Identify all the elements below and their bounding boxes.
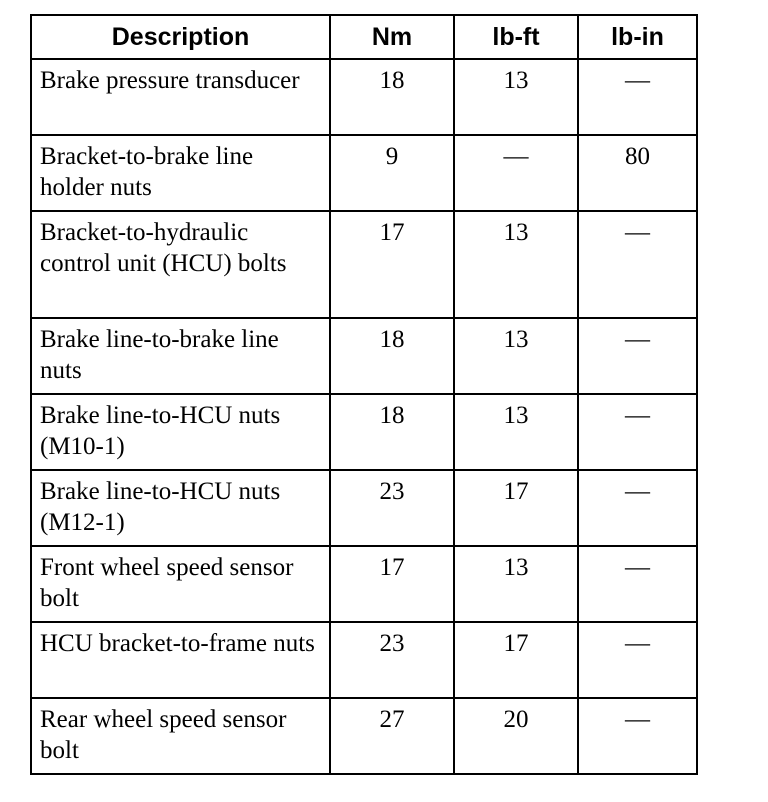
table-header-row (31, 15, 697, 59)
cell-lb-ft: 17 (454, 470, 578, 546)
cell-nm: 27 (330, 698, 454, 774)
cell-lb-in: — (578, 318, 697, 394)
cell-lb-in: — (578, 546, 697, 622)
table-row (31, 470, 697, 546)
cell-description: Bracket-to-hydraulic control unit (HCU) bolts (31, 211, 330, 318)
table-row (31, 622, 697, 698)
cell-description: Rear wheel speed sensor bolt (31, 698, 330, 774)
cell-description: Brake pressure transducer (31, 59, 330, 135)
torque-spec-table (30, 14, 698, 775)
cell-lb-in: — (578, 59, 697, 135)
cell-lb-ft: 13 (454, 211, 578, 318)
cell-lb-ft: 13 (454, 59, 578, 135)
header-lb-ft: lb-ft (454, 15, 578, 59)
table-row (31, 59, 697, 135)
cell-nm: 18 (330, 318, 454, 394)
cell-lb-ft: 13 (454, 318, 578, 394)
cell-description: Brake line-to-brake line nuts (31, 318, 330, 394)
header-nm: Nm (330, 15, 454, 59)
cell-lb-ft: 13 (454, 394, 578, 470)
cell-lb-in: — (578, 394, 697, 470)
cell-nm: 17 (330, 211, 454, 318)
cell-lb-ft: 20 (454, 698, 578, 774)
cell-description: HCU bracket-to-frame nuts (31, 622, 330, 698)
table-row (31, 546, 697, 622)
cell-lb-ft: — (454, 135, 578, 211)
table-row (31, 394, 697, 470)
table-row (31, 698, 697, 774)
cell-nm: 23 (330, 470, 454, 546)
table-row (31, 135, 697, 211)
cell-nm: 18 (330, 59, 454, 135)
cell-nm: 17 (330, 546, 454, 622)
header-description: Description (31, 15, 330, 59)
cell-lb-in: 80 (578, 135, 697, 211)
cell-lb-in: — (578, 211, 697, 318)
cell-description: Front wheel speed sensor bolt (31, 546, 330, 622)
table-row (31, 211, 697, 318)
cell-nm: 9 (330, 135, 454, 211)
cell-nm: 18 (330, 394, 454, 470)
cell-lb-in: — (578, 698, 697, 774)
header-lb-in: lb-in (578, 15, 697, 59)
cell-lb-in: — (578, 622, 697, 698)
cell-lb-ft: 13 (454, 546, 578, 622)
cell-description: Brake line-to-HCU nuts (M12-1) (31, 470, 330, 546)
cell-description: Bracket-to-brake line holder nuts (31, 135, 330, 211)
cell-description: Brake line-to-HCU nuts (M10-1) (31, 394, 330, 470)
cell-lb-ft: 17 (454, 622, 578, 698)
cell-lb-in: — (578, 470, 697, 546)
cell-nm: 23 (330, 622, 454, 698)
table-row (31, 318, 697, 394)
